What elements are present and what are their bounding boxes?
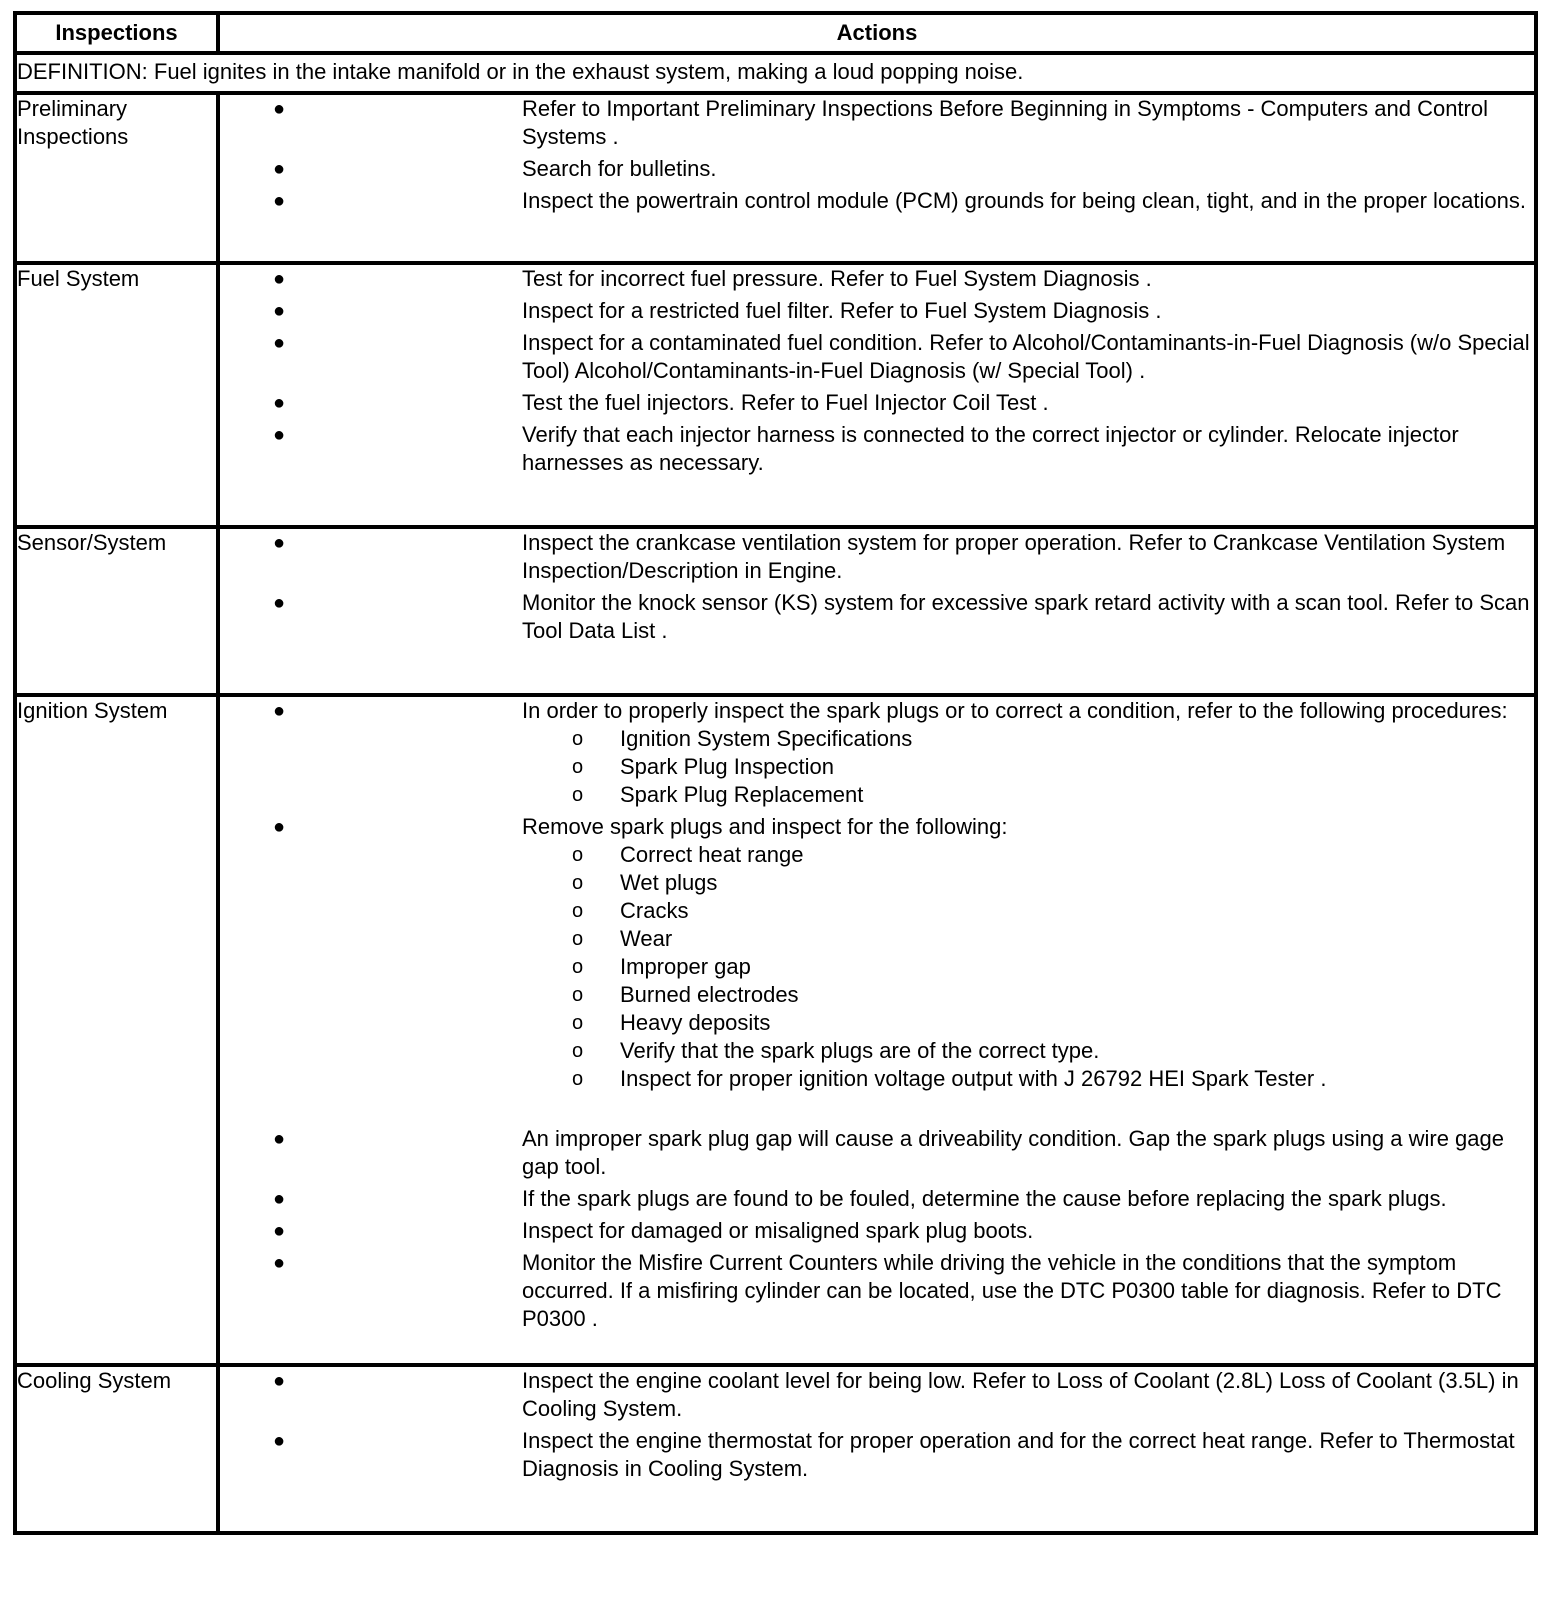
bullet-icon: ● — [273, 392, 286, 414]
definition-text: DEFINITION: Fuel ignites in the intake manifold or in the exhaust system, making a loud popping noise. — [15, 53, 1536, 93]
sub-item — [522, 953, 1534, 981]
sub-item-text: Cracks — [620, 898, 689, 923]
bullet-icon: ● — [273, 158, 286, 180]
circle-bullet-icon: o — [572, 956, 584, 978]
action-item — [220, 1185, 1534, 1213]
action-text: Monitor the Misfire Current Counters while driving the vehicle in the conditions that the symptom occurred. If a misfiring cylinder can be located, use the DTC P0300 table for diagnosis. Refer to DTC P0300 . — [522, 1250, 1502, 1331]
sub-list — [522, 725, 1534, 809]
table-row-ignition-system — [15, 695, 1536, 1365]
action-text: Inspect the crankcase ventilation system for proper operation. Refer to Crankcase Ventilation System Inspection/Description in Engine. — [522, 530, 1506, 583]
column-header-actions: Actions — [218, 13, 1536, 53]
table-header-row — [15, 13, 1536, 53]
action-item — [220, 697, 1534, 809]
section-label-sensor-system: Sensor/System — [15, 527, 218, 695]
sub-item — [522, 1037, 1534, 1065]
circle-bullet-icon: o — [572, 872, 584, 894]
section-label-ignition-system: Ignition System — [15, 695, 218, 1365]
bullet-icon: ● — [273, 424, 286, 446]
circle-bullet-icon: o — [572, 928, 584, 950]
sub-item-text: Spark Plug Inspection — [620, 754, 835, 779]
bullet-icon: ● — [273, 1128, 286, 1150]
action-item — [220, 589, 1534, 645]
bullet-icon: ● — [273, 268, 286, 290]
action-text: Verify that each injector harness is connected to the correct injector or cylinder. Relocate injector harnesses as necessary. — [522, 422, 1459, 475]
bullet-icon: ● — [273, 592, 286, 614]
circle-bullet-icon: o — [572, 756, 584, 778]
bullet-icon: ● — [273, 332, 286, 354]
action-list — [220, 265, 1534, 477]
sub-item-text: Wear — [620, 926, 673, 951]
sub-item — [522, 841, 1534, 869]
sub-item — [522, 1009, 1534, 1037]
sub-item — [522, 781, 1534, 809]
circle-bullet-icon: o — [572, 728, 584, 750]
sub-item — [522, 869, 1534, 897]
circle-bullet-icon: o — [572, 784, 584, 806]
action-item — [220, 187, 1534, 215]
action-text: If the spark plugs are found to be fouled, determine the cause before replacing the spark plugs. — [522, 1186, 1447, 1211]
sub-item-text: Heavy deposits — [620, 1010, 771, 1035]
action-text: Inspect the powertrain control module (PCM) grounds for being clean, tight, and in the proper locations. — [522, 188, 1526, 213]
action-item — [220, 1125, 1534, 1181]
actions-cell-sensor-system — [218, 527, 1536, 695]
diagnosis-table — [13, 11, 1538, 1535]
actions-cell-ignition-system — [218, 695, 1536, 1365]
bullet-icon: ● — [273, 1370, 286, 1392]
actions-cell-cooling-system — [218, 1365, 1536, 1533]
bullet-icon: ● — [273, 98, 286, 120]
action-item — [220, 529, 1534, 585]
action-item — [220, 813, 1534, 1121]
sub-item — [522, 897, 1534, 925]
circle-bullet-icon: o — [572, 1068, 584, 1090]
action-item — [220, 1427, 1534, 1483]
action-list — [220, 1367, 1534, 1483]
action-item — [220, 1367, 1534, 1423]
circle-bullet-icon: o — [572, 844, 584, 866]
sub-item — [522, 925, 1534, 953]
action-text: Test the fuel injectors. Refer to Fuel Injector Coil Test . — [522, 390, 1049, 415]
bullet-icon: ● — [273, 300, 286, 322]
table-row-sensor-system — [15, 527, 1536, 695]
sub-item — [522, 981, 1534, 1009]
action-text: Test for incorrect fuel pressure. Refer to Fuel System Diagnosis . — [522, 266, 1152, 291]
action-text: Inspect the engine thermostat for proper operation and for the correct heat range. Refer to Thermostat Diagnosis in Cooling System. — [522, 1428, 1515, 1481]
action-text: Inspect for a contaminated fuel condition. Refer to Alcohol/Contaminants-in-Fuel Diagnosis (w/o Special Tool) Alcohol/Contaminants-in-Fuel Diagnosis (w/ Special Tool) . — [522, 330, 1530, 383]
action-item — [220, 297, 1534, 325]
bullet-icon: ● — [273, 1188, 286, 1210]
table-row-cooling-system — [15, 1365, 1536, 1533]
sub-item-text: Correct heat range — [620, 842, 804, 867]
bullet-icon: ● — [273, 700, 286, 722]
sub-item — [522, 753, 1534, 781]
circle-bullet-icon: o — [572, 900, 584, 922]
action-item — [220, 329, 1534, 385]
action-text: Monitor the knock sensor (KS) system for excessive spark retard activity with a scan tool. Refer to Scan Tool Data List . — [522, 590, 1530, 643]
action-text: Refer to Important Preliminary Inspections Before Beginning in Symptoms - Computers and Control Systems . — [522, 96, 1488, 149]
action-text: An improper spark plug gap will cause a driveability condition. Gap the spark plugs using a wire gage gap tool. — [522, 1126, 1504, 1179]
section-label-cooling-system: Cooling System — [15, 1365, 218, 1533]
action-item — [220, 265, 1534, 293]
action-text: Search for bulletins. — [522, 156, 717, 181]
circle-bullet-icon: o — [572, 1040, 584, 1062]
action-text: Inspect for a restricted fuel filter. Refer to Fuel System Diagnosis . — [522, 298, 1162, 323]
circle-bullet-icon: o — [572, 984, 584, 1006]
action-item — [220, 155, 1534, 183]
bullet-icon: ● — [273, 1430, 286, 1452]
sub-list — [522, 841, 1534, 1093]
column-header-inspections: Inspections — [15, 13, 218, 53]
action-item — [220, 1217, 1534, 1245]
actions-cell-fuel-system — [218, 263, 1536, 527]
action-list — [220, 95, 1534, 215]
action-item — [220, 421, 1534, 477]
circle-bullet-icon: o — [572, 1012, 584, 1034]
bullet-icon: ● — [273, 1252, 286, 1274]
action-text: Inspect the engine coolant level for being low. Refer to Loss of Coolant (2.8L) Loss of Coolant (3.5L) in Cooling System. — [522, 1368, 1519, 1421]
sub-item-text: Burned electrodes — [620, 982, 799, 1007]
bullet-icon: ● — [273, 816, 286, 838]
actions-cell-preliminary — [218, 93, 1536, 263]
sub-item-text: Spark Plug Replacement — [620, 782, 864, 807]
action-list — [220, 529, 1534, 645]
spacer — [522, 1093, 1534, 1121]
action-text: Inspect for damaged or misaligned spark plug boots. — [522, 1218, 1034, 1243]
action-text: In order to properly inspect the spark plugs or to correct a condition, refer to the following procedures: — [522, 698, 1508, 723]
table-row-preliminary — [15, 93, 1536, 263]
bullet-icon: ● — [273, 1220, 286, 1242]
sub-item-text: Inspect for proper ignition voltage output with J 26792 HEI Spark Tester . — [620, 1066, 1327, 1091]
action-list — [220, 697, 1534, 1333]
section-label-preliminary: Preliminary Inspections — [15, 93, 218, 263]
sub-item-text: Verify that the spark plugs are of the correct type. — [620, 1038, 1100, 1063]
sub-item — [522, 1065, 1534, 1093]
action-item — [220, 95, 1534, 151]
sub-item-text: Ignition System Specifications — [620, 726, 913, 751]
action-item — [220, 1249, 1534, 1333]
bullet-icon: ● — [273, 532, 286, 554]
table-row-fuel-system — [15, 263, 1536, 527]
sub-item-text: Improper gap — [620, 954, 751, 979]
bullet-icon: ● — [273, 190, 286, 212]
action-text: Remove spark plugs and inspect for the following: — [522, 814, 1008, 839]
action-item — [220, 389, 1534, 417]
sub-item — [522, 725, 1534, 753]
section-label-fuel-system: Fuel System — [15, 263, 218, 527]
definition-row — [15, 53, 1536, 93]
sub-item-text: Wet plugs — [620, 870, 718, 895]
